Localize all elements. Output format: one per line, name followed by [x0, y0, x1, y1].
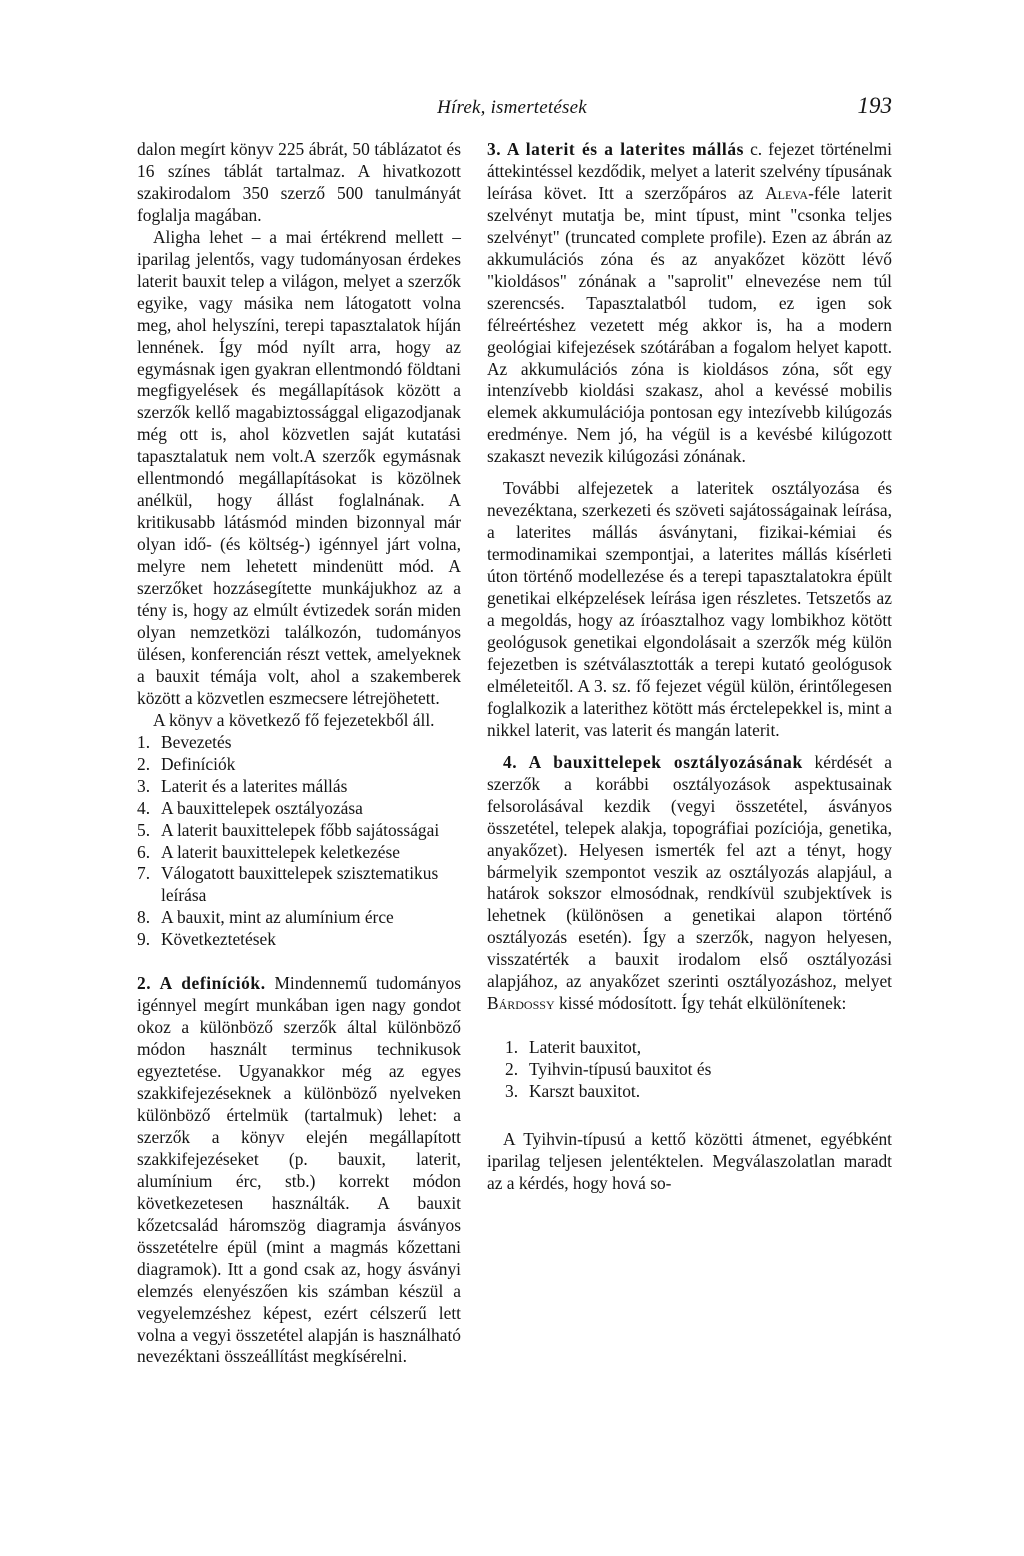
section-heading-definitions: 2. A definíciók. [137, 973, 266, 994]
list-number: 1. [505, 1037, 519, 1058]
running-head: Hírek, ismertetések [437, 97, 587, 118]
list-text: Karszt bauxitot. [529, 1081, 641, 1102]
section-heading-laterite: 3. A laterit és a laterites mállás [487, 139, 745, 159]
author-name-aleva: Aleva [765, 182, 809, 203]
list-text: A bauxit, mint az alumínium érce [161, 907, 394, 928]
list-number: 8. [137, 907, 151, 928]
list-number: 9. [137, 929, 151, 950]
list-text: Bevezetés [161, 731, 232, 752]
list-item [137, 798, 461, 820]
list-text: A bauxittelepek osztályozása [161, 797, 363, 818]
list-item [487, 1059, 892, 1081]
chapter-list [137, 732, 461, 952]
paragraph-definitions [137, 973, 461, 1368]
list-number: 3. [137, 775, 151, 796]
list-text: A laterit bauxittelepek főbb sajátosságai [161, 819, 440, 840]
list-number: 3. [505, 1081, 519, 1102]
page-number: 193 [857, 93, 892, 118]
definitions-text: Mindennemű tudományos igénnyel megírt munkában igen nagy gondot okoz a különböző szerzők által különböző módon használt terminus technikusok egyeztetése. Ugyanakkor még az egyes szakkifejezéseknek a különböző nyelveken különböző értelmük (tartalmuk) lehet: a szerzők a könyv elején megállapított szakkifejezéseket (p. bauxit, laterit, alumínium érc, stb.) korrekt módon következetesen használták. A bauxit kőzetcsalád háromszög diagramja ásványos összetételre épül (mint a magmás kőzettani diagramok). Itt a gond csak az, hogy ásványi elemzés elenyészően kis számban készül a vegyelemzéshez képest, ezért célszerű lett volna a vegyi összetétel alapján is használható nevezéktani összeállítást megkísérelni. [137, 973, 461, 1367]
list-text: Laterit bauxitot, [529, 1037, 642, 1058]
laterite-text-a: c. fejezet történelmi áttekintéssel kezdődik, melyet a laterit szelvény típusának leírása követ. Itt a szerzőpáros az [487, 139, 892, 203]
list-item [137, 776, 461, 798]
classification-text-b: kissé módosított. Így tehát elkülönítenek: [558, 993, 847, 1014]
right-column [487, 139, 892, 1195]
classification-text-a: kérdését a szerzők a korábbi osztályozások aspektusainak felsorolásával kezdik (vegyi összetétel, ásványos összetétel, telepek alakja, topográfiai pozíciója, genetika, anyakőzet). Helyesen ismerték fel azt a tényt, hogy bármelyik szempontot veszik az osztályozás alapjául, a határok sokszor elmosódnak, rendkívül szubjektívek is lehetnek (különösen a genetikai alapon történő osztályozás esetén). Így a szerzők, nagyon helyesen, visszatérték a bauxit irodalom első osztályozási alapjához, az anyakőzet szerinti osztályozáshoz, melyet [487, 751, 892, 992]
paragraph-tikhvin: A Tyihvin-típusú a kettő közötti átmenet, egyébként iparilag teljesen jelentéktelen. Megválaszolatlan maradt az a kérdés, hogy hová so- [487, 1129, 892, 1193]
author-name-bardossy: Bárdossy [487, 993, 555, 1014]
list-number: 6. [137, 841, 151, 862]
left-column [137, 139, 461, 1368]
list-item [137, 842, 461, 864]
section-heading-classification: 4. A bauxittelepek osztályozásának [503, 751, 803, 772]
list-number: 5. [137, 819, 151, 840]
list-text: Következtetések [161, 929, 276, 950]
list-item [137, 820, 461, 842]
list-number: 4. [137, 797, 151, 818]
list-text: Tyihvin-típusú bauxitot és [529, 1059, 712, 1080]
paragraph-subchapters: További alfejezetek a lateritek osztályozása és nevezéktana, szerkezeti és szöveti sajátosságainak leírása, a laterites mállás ásványtani, fizikai-kémiai és termodinamikai szempontjai, a laterites mállás kísérleti úton történő modellezése és a terepi tapasztalatokra épült genetikai elképzelések leírása igen részletes. Tetszetős az a megoldás, hogy az íróasztalhoz vagy lombikhoz kötött geológusok genetikai elgondolásait a szerzők még külön fejezetben is szétválasztották a terepi kutató geológusok elméleteitől. A 3. sz. fő fejezet végül külön, érintőlegesen foglalkozik a laterithez kötött más érctelepekkel is, mint a nikkel laterit, vas laterit és mangán laterit. [487, 478, 892, 740]
paragraph-laterite-chapter [487, 139, 892, 468]
list-item [487, 1081, 892, 1103]
list-item [137, 863, 461, 907]
paragraph-intro: dalon megírt könyv 225 ábrát, 50 táblázatot és 16 színes táblát tartalmaz. A hivatkozott szakirodalom 350 szerző 500 tanulmányát foglalja magában. [137, 139, 461, 225]
list-item [137, 907, 461, 929]
paragraph-field-experience: Aligha lehet – a mai értékrend mellett – iparilag jelentős, vagy tudományosan érdekes laterit bauxit telep a világon, melyet a szerzők egyike, vagy másika nem látogatott volna meg, ahol helyszíni, terepi tapasztalatok híján lennének. Így mód nyílt arra, hogy az egymásnak igen gyakran ellentmondó földtani megfigyelések és megállapítások között a szerzők kellő magabiztossággal eligazodjanak még ott is, ahol közvetlen saját kutatási tapasztalatuk nem volt.A szerzők egymásnak ellentmondó megállapításokat is közölnek anélkül, hogy állást foglalnának. A kritikusabb látásmód minden bizonnyal már olyan idő- (és költség-) igénnyel járt volna, melyre nem lehetett mindenütt mód. A szerzőket hozzásegítette munkájukhoz az a tény is, hogy az elmúlt évtizedek során miden olyan nemzetközi találkozón, tudományos ülésen, konferencián részt vettek, amelyeknek a bauxit témája volt, ahol a szakemberek között a közvetlen eszmecsere létrejöhetett. [137, 226, 461, 708]
list-number: 7. [137, 863, 151, 884]
list-text: Laterit és a laterites mállás [161, 775, 348, 796]
list-item [137, 929, 461, 951]
list-item [487, 1037, 892, 1059]
list-text: A laterit bauxittelepek keletkezése [161, 841, 401, 862]
laterite-text-b: -féle laterit szelvényt mutatja be, mint típust, mint "csonka teljes szelvényt" (truncated complete profile). Ezen az ábrán az akkumulációs zóna és az anyakőzet között lévő "kioldásos" zónának a "saprolit" elnevezése nem túl szerencsés. Tapasztalatból tudom, ez igen sok félreértéshez vezetett még akkor is, ha a modern geológiai kifejezések szótárában a fogalom helyet kapott. Az akkumulációs zóna is kioldásos zóna, sőt egy intenzívebb kioldási szakasz, ahol a kevéssé mobilis elemek akkumulációja pontosan egy intezívebb kilúgozás eredménye. Nem jó, ha végül is a kevésbé kilúgozott szakaszt nevezik kilúgozási zónának. [487, 182, 892, 467]
list-number: 2. [137, 753, 151, 774]
list-number: 1. [137, 731, 151, 752]
paragraph-classification [487, 752, 892, 1015]
list-item [137, 732, 461, 754]
bauxite-type-list [487, 1037, 892, 1103]
list-number: 2. [505, 1059, 519, 1080]
list-text: Válogatott bauxittelepek szisztematikus leírása [161, 863, 439, 906]
paragraph-chapters-intro: A könyv a következő fő fejezetekből áll. [153, 709, 435, 730]
list-text: Definíciók [161, 753, 236, 774]
list-item [137, 754, 461, 776]
